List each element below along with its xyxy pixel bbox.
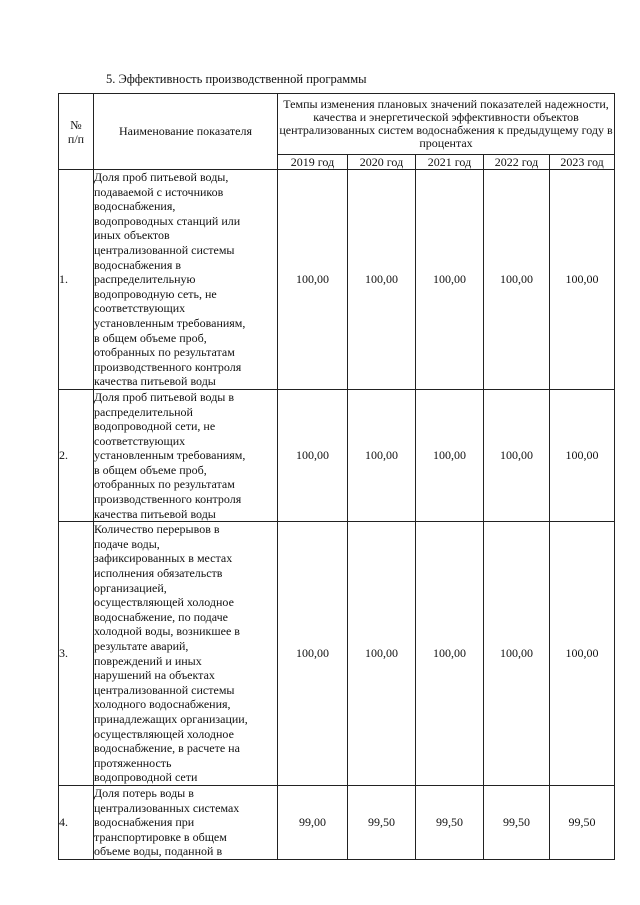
row-value: 100,00 xyxy=(348,522,416,786)
row-value: 99,00 xyxy=(278,785,348,859)
indicator-name-line: Доля проб питьевой воды, xyxy=(94,170,229,184)
row-value: 100,00 xyxy=(550,170,615,390)
row-value: 100,00 xyxy=(348,170,416,390)
row-indicator-name xyxy=(94,389,278,521)
row-number: 4. xyxy=(59,785,94,859)
indicator-name-line: подаче воды, xyxy=(94,536,160,551)
indicator-name-line: водопроводной сети xyxy=(94,770,198,785)
indicator-name-line: водоснабжение, в расчете на xyxy=(94,741,240,756)
indicator-name-line: распределительную xyxy=(94,272,196,287)
row-value: 100,00 xyxy=(484,522,550,786)
indicator-name-line: водопроводных станций или xyxy=(94,213,241,228)
row-value: 99,50 xyxy=(348,785,416,859)
indicator-name-line: холодной воды, возникшее в xyxy=(94,624,240,639)
indicator-name-line: осуществляющей холодное xyxy=(94,726,234,741)
row-value: 100,00 xyxy=(278,389,348,521)
row-value: 99,50 xyxy=(550,785,615,859)
table-body xyxy=(59,170,615,860)
indicator-name-line: водоснабжения в xyxy=(94,257,182,272)
indicator-name-line: установленным требованиям, xyxy=(94,448,246,463)
row-indicator-name xyxy=(94,522,278,786)
row-value: 99,50 xyxy=(416,785,484,859)
indicator-name-line: водопроводную сеть, не xyxy=(94,286,217,301)
header-number xyxy=(59,94,94,170)
header-year: 2023 год xyxy=(550,155,615,170)
header-year: 2019 год xyxy=(278,155,348,170)
row-value: 100,00 xyxy=(416,522,484,786)
row-value: 100,00 xyxy=(278,522,348,786)
header-indicator-name: Наименование показателя xyxy=(94,94,278,170)
header-year: 2022 год xyxy=(484,155,550,170)
section-title: 5. Эффективность производственной программы xyxy=(106,72,367,86)
indicator-name-line: результате аварий, xyxy=(94,639,189,653)
header-number-line: п/п xyxy=(67,131,85,146)
indicator-name-line: исполнения обязательств xyxy=(94,566,223,581)
row-value: 100,00 xyxy=(278,170,348,390)
row-number: 1. xyxy=(59,170,94,390)
indicator-name-line: в общем объеме проб, xyxy=(94,330,207,345)
row-value: 100,00 xyxy=(550,389,615,521)
indicator-name-line: отобранных по результатам xyxy=(94,345,235,360)
indicator-name-line: соответствующих xyxy=(94,433,186,448)
indicator-name-line: водоснабжение, по подаче xyxy=(94,609,228,624)
indicator-name-line: водоснабжения, xyxy=(94,199,176,214)
row-value: 99,50 xyxy=(484,785,550,859)
indicator-name-line: централизованных системах xyxy=(94,800,240,815)
indicator-name-line: Количество перерывов в xyxy=(94,522,220,537)
row-value: 100,00 xyxy=(484,389,550,521)
indicator-name-line: Доля потерь воды в xyxy=(94,785,194,800)
indicator-name-line: холодного водоснабжения, xyxy=(94,697,231,712)
indicator-name-line: повреждений и иных xyxy=(94,653,202,668)
header-number-line: № xyxy=(70,117,82,132)
indicator-name-line: качества питьевой воды xyxy=(94,506,216,521)
row-value: 100,00 xyxy=(416,170,484,390)
table-row xyxy=(59,522,615,786)
indicator-name-line: иных объектов xyxy=(94,228,170,243)
indicator-name-line: организацией, xyxy=(94,580,167,595)
row-number: 3. xyxy=(59,522,94,786)
row-value: 100,00 xyxy=(416,389,484,521)
indicator-name-line: распределительной xyxy=(94,404,193,419)
indicator-name-line: централизованной системы xyxy=(94,682,235,697)
row-indicator-name xyxy=(94,785,278,859)
indicator-name-line: объеме воды, поданной в xyxy=(94,844,223,859)
table-row xyxy=(59,389,615,521)
header-year: 2020 год xyxy=(348,155,416,170)
performance-table xyxy=(58,93,615,860)
table-row xyxy=(59,785,615,859)
row-value: 100,00 xyxy=(550,522,615,786)
indicator-name-line: производственного контроля xyxy=(94,359,242,374)
header-year: 2021 год xyxy=(416,155,484,170)
indicator-name-line: транспортировке в общем xyxy=(94,829,227,844)
indicator-name-line: централизованной системы xyxy=(94,242,235,257)
indicator-name-line: установленным требованиям, xyxy=(94,315,246,330)
indicator-name-line: отобранных по результатам xyxy=(94,477,235,492)
indicator-name-line: производственного контроля xyxy=(94,492,242,507)
indicator-name-line: водоснабжения при xyxy=(94,815,195,830)
indicator-name-line: качества питьевой воды xyxy=(94,374,216,389)
indicator-name-line: нарушений на объектах xyxy=(94,668,215,683)
indicator-name-line: осуществляющей холодное xyxy=(94,595,234,610)
row-value: 100,00 xyxy=(484,170,550,390)
table-row xyxy=(59,170,615,390)
indicator-name-line: водопроводной сети, не xyxy=(94,419,216,434)
row-number: 2. xyxy=(59,389,94,521)
indicator-name-line: протяженность xyxy=(94,755,172,770)
row-value: 100,00 xyxy=(348,389,416,521)
indicator-name-line: соответствующих xyxy=(94,301,186,316)
indicator-name-line: в общем объеме проб, xyxy=(94,462,207,477)
header-rate-of-change: Темпы изменения плановых значений показателей надежности, качества и энергетической эффективности объектов централизованных систем водоснабжения к предыдущему году в процентах xyxy=(278,94,615,155)
indicator-name-line: принадлежащих организации, xyxy=(94,711,248,726)
indicator-name-line: подаваемой с источников xyxy=(94,184,224,199)
row-indicator-name xyxy=(94,170,278,390)
indicator-name-line: зафиксированных в местах xyxy=(94,551,233,566)
indicator-name-line: Доля проб питьевой воды в xyxy=(94,389,235,404)
